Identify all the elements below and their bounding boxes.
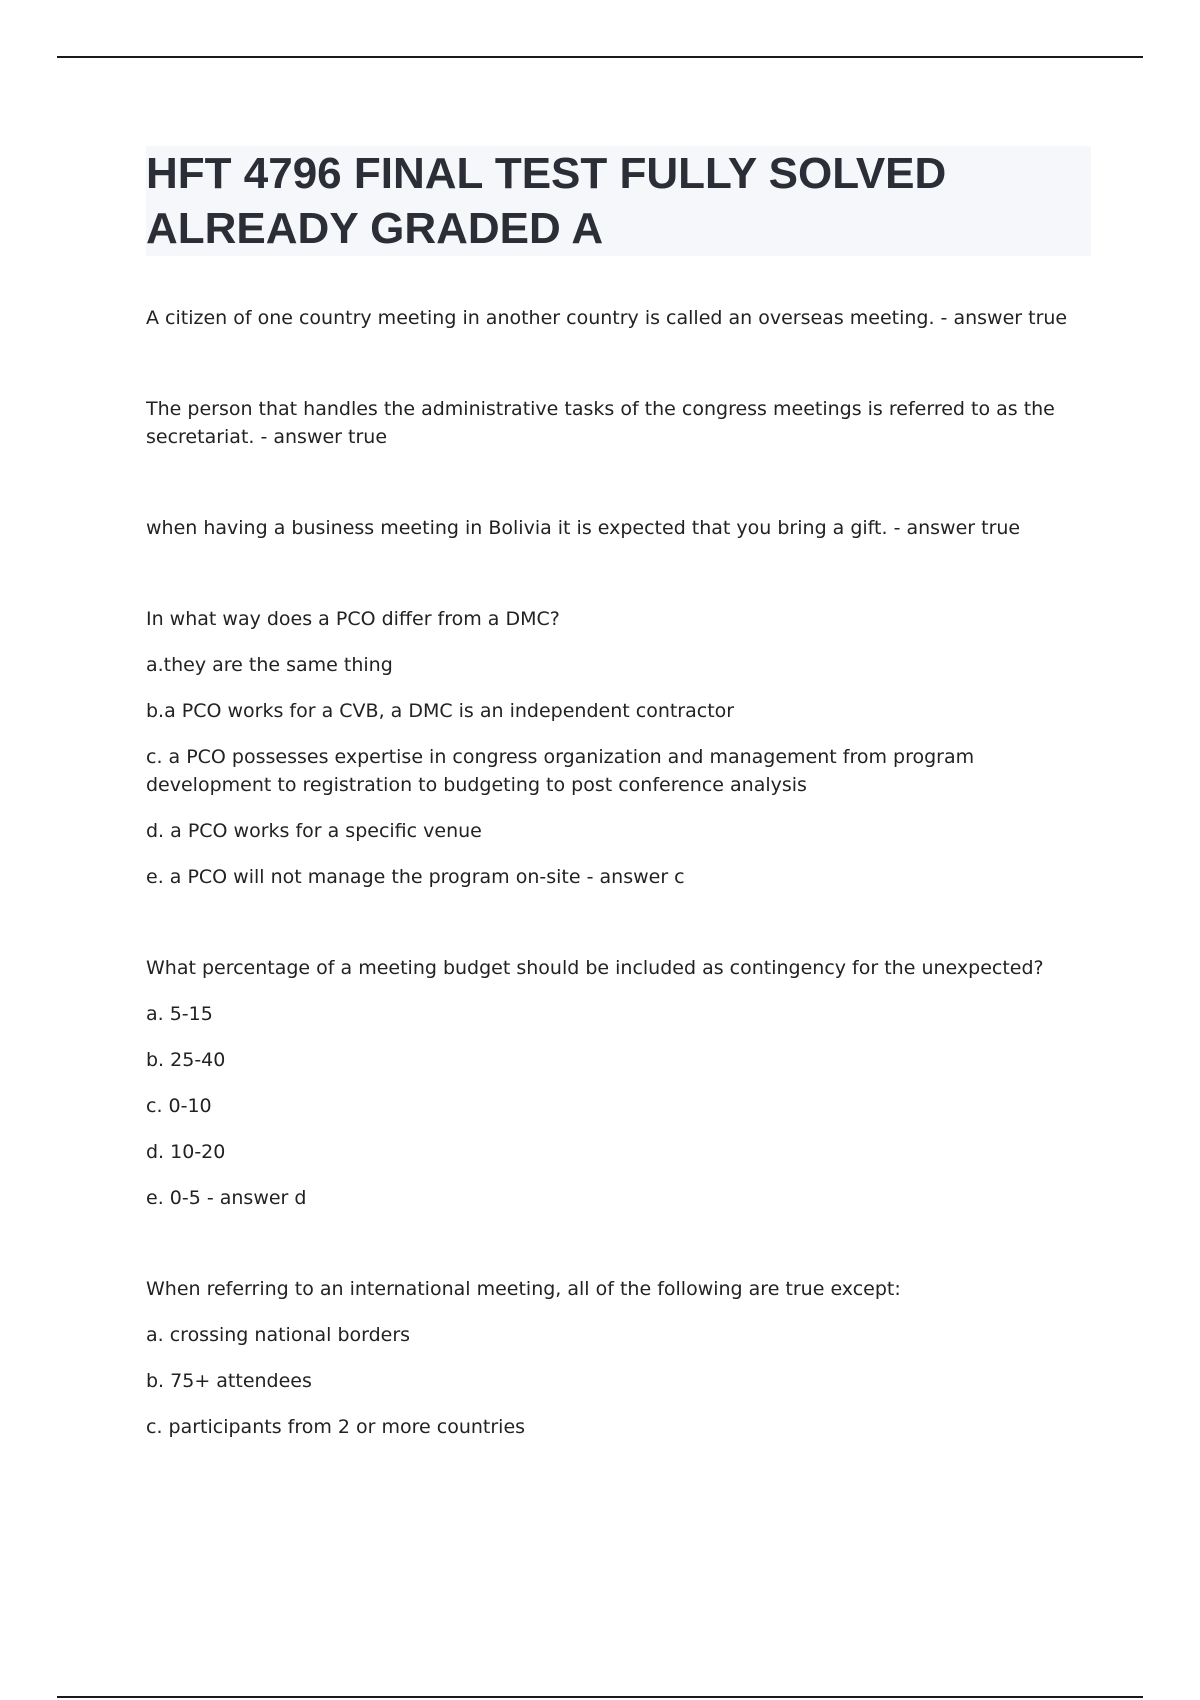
- document-body: [146, 146, 1091, 1441]
- question-text: when having a business meeting in Bolivia it is expected that you bring a gift. - answer true: [146, 517, 1021, 539]
- question-text: What percentage of a meeting budget should be included as contingency for the unexpected?: [146, 957, 1044, 979]
- answer-option: b. 25-40: [146, 1049, 226, 1071]
- top-rule: [57, 56, 1143, 58]
- answer-option: a.they are the same thing: [146, 654, 393, 676]
- question-block: [146, 514, 1091, 542]
- answer-option: e. 0-5 - answer d: [146, 1187, 307, 1209]
- question-text: The person that handles the administrative tasks of the congress meetings is referred to as the secretariat. - answer true: [146, 398, 1055, 448]
- title-banner: [146, 146, 1091, 256]
- answer-option: c. participants from 2 or more countries: [146, 1416, 526, 1438]
- question-block: [146, 605, 1091, 891]
- question-block: [146, 1275, 1091, 1441]
- answer-option: a. crossing national borders: [146, 1324, 411, 1346]
- question-text: A citizen of one country meeting in another country is called an overseas meeting. - answer true: [146, 307, 1068, 329]
- question-block: [146, 395, 1091, 451]
- question-text: When referring to an international meeting, all of the following are true except:: [146, 1278, 901, 1300]
- question-text: In what way does a PCO differ from a DMC?: [146, 608, 560, 630]
- question-block: [146, 304, 1091, 332]
- question-block: [146, 954, 1091, 1212]
- answer-option: b. 75+ attendees: [146, 1370, 312, 1392]
- answer-option: c. 0-10: [146, 1095, 212, 1117]
- answer-option: c. a PCO possesses expertise in congress organization and management from program development to registration to budgeting to post conference analysis: [146, 746, 975, 796]
- bottom-rule: [57, 1696, 1143, 1698]
- answer-option: b.a PCO works for a CVB, a DMC is an independent contractor: [146, 700, 735, 722]
- answer-option: e. a PCO will not manage the program on-site - answer c: [146, 866, 685, 888]
- answer-option: d. 10-20: [146, 1141, 226, 1163]
- answer-option: d. a PCO works for a specific venue: [146, 820, 482, 842]
- document-title: HFT 4796 FINAL TEST FULLY SOLVED ALREADY GRADED A: [146, 149, 947, 253]
- answer-option: a. 5-15: [146, 1003, 213, 1025]
